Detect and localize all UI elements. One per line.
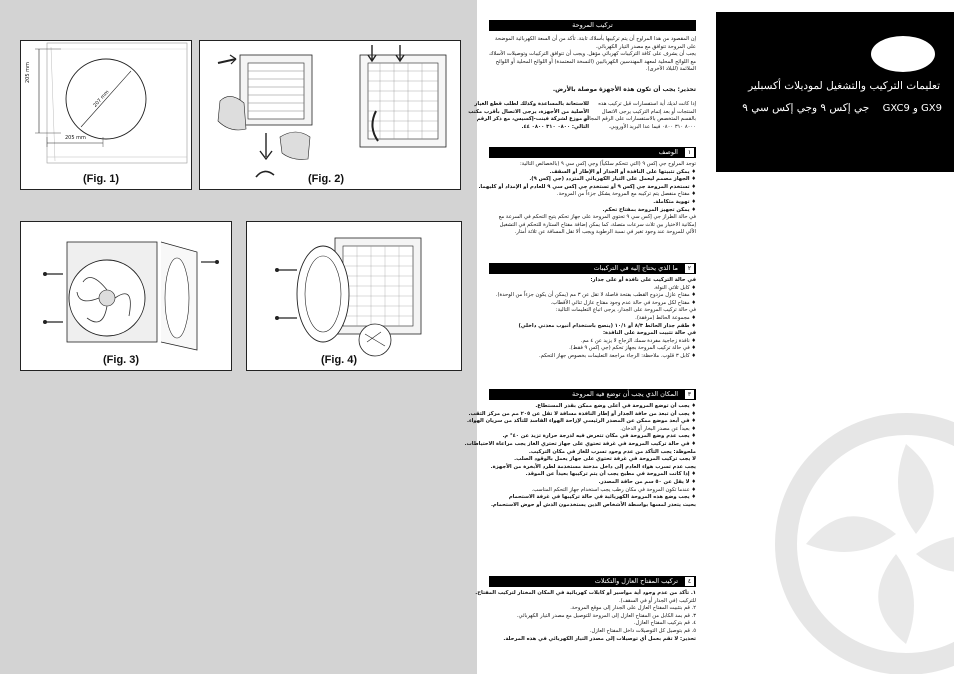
body-line: ♦ يجب عدم وضع المروحة في مكان تتعرض فيه لدرجة حرارة تزيد عن ٤٠° م.: [502, 433, 696, 440]
body-line: ♦ يمكن تثبيتها على النافذة أو الجدار أو الإطار أو السقف.: [549, 168, 696, 175]
figure-1-drawing: [21, 41, 193, 191]
cover-models: GX9 و GXC9: [882, 103, 942, 114]
body-line: ♦ في حالة تركيب المروحة في غرفة تحتوي على جهاز تحتري الغاز يجب مراعاة الاحتياطات.: [464, 440, 696, 447]
intro-text: [489, 36, 696, 74]
cover-column: [716, 0, 954, 674]
body-line: في حالة تركيب المروحة على الجدار، يرجى اتباع التعليمات التالية:: [555, 307, 696, 314]
body-line: ♦ مفتاح لكل مروحة في حالة عدم وجود مفتاح عازل ثنائي الأقطاب.: [550, 299, 696, 306]
body-line: ٢. قم بتثبيت المفتاح العازل على الجدار إلى موقع المروحة.: [570, 605, 696, 612]
fan-installation-heading-text: تركيب المروحة: [572, 21, 613, 29]
body-line: يجب عدم تسرب هواء العادم إلى داخل مدخنة مستخدمة لطرد الأبخرة من الأجهزة.: [490, 463, 696, 470]
section-number: ٤: [685, 577, 694, 586]
section-2-body: [489, 277, 696, 361]
cover-title-line-1: تعليمات التركيب والتشغيل لموديلات أكسبلير: [748, 80, 940, 92]
body-line: في حالة تثبيت المروحة على النافذة:: [602, 330, 696, 337]
body-line: ملحوظة: يجب التأكد من عدم وجود تسرب للغاز في مكان التركيب.: [528, 448, 696, 455]
figure-3-label: (Fig. 3): [103, 354, 140, 366]
body-line: ♦ الجهاز مصمم ليعمل على التيار الكهربائي المتردد (جي إكس ٩).: [529, 176, 696, 183]
figure-3-drawing: [21, 222, 233, 372]
body-line: للتركيب (في الجدار أو في السقف).: [618, 597, 696, 604]
language-oval: [871, 36, 935, 72]
cover-title-band: [716, 12, 954, 172]
section-number: ٣: [685, 390, 694, 399]
body-line: ♦ مفتاح عازل مزدوج القطب بفتحة فاصلة لا تقل عن ٣ مم (يمكن أن يكون جزءاً من الوحدة).: [495, 292, 696, 299]
contact-line: للاستعانة بالمساعدة وكذلك لطلب قطع الغيار: [474, 101, 589, 107]
contact-line: المنتجات أو بعد إتمام التركيب يرجى الاتصال: [601, 108, 696, 115]
body-line: لا يجب تركيب المروحة في غرفة تحتوي على جهاز يعمل بالوقود الصلب.: [514, 456, 696, 463]
body-line: ٣. قم بمد الكابل من المفتاح العازل إلى المروحة للتوصيل مع مصدر التيار الكهربائي.: [516, 612, 696, 619]
section-2-heading: [489, 263, 696, 274]
body-line: ♦ بعيداً عن مصدر البخار أو الدخان.: [620, 425, 696, 432]
intro-line: إن المقصود من هذا المراوح أن يتم تركيبها بأسلاك ثابتة. تأكد من أن السعة الكهربائية الموضحة: [494, 36, 696, 42]
body-line: ♦ في حالة تركيب المروحة بجهاز تحكم (جي إكس ٩ فقط).: [569, 345, 696, 352]
cover-title-line-2: [742, 102, 942, 114]
figure-4-label: (Fig. 4): [321, 354, 358, 366]
body-line: إمكانية الاختيار بين ثلاث سرعات متصلة، كما يمكن إضافة مفتاح الستارة للتحكم في التشغيل: [499, 221, 696, 228]
body-line: في حالة التركيب على نافذة أو على جدار:: [590, 277, 696, 283]
figure-2: [199, 40, 461, 190]
earthing-warning: تحذير: يجب أن تكون هذه الأجهزة موصلة بالأرض.: [552, 86, 696, 93]
body-line: ♦ لا يقل عن ٥٠ سم من حافة المصدر.: [598, 478, 696, 485]
section-1-heading: [489, 147, 696, 158]
contact-line: الأصلية من الأجهزة، يرجى الاتصال بأقرب مكتب: [468, 108, 589, 115]
section-4-body: [475, 590, 696, 643]
body-line: ♦ يجب أن تبعد من حافة الجدار أو إطار النافذة مسافة لا تقل عن ٢٠٥ مم من مركز الثقب.: [468, 410, 696, 417]
section-number: ١: [685, 148, 694, 157]
body-line: ♦ كابل ٣ قلوب. ملاحظة: الرجاء مراجعة التعليمات بخصوص جهاز التحكم.: [539, 352, 696, 359]
fan-installation-heading: [489, 20, 696, 31]
body-line: ♦ عندما تكون المروحة في مكان رطب يجب استخدام جهاز التحكم المناسب.: [531, 486, 696, 493]
section-title: تركيب المفتاح العازل والتكتلات: [594, 577, 678, 585]
section-title: المكان الذي يجب أن توضع فيه المروحة: [571, 390, 678, 398]
intro-line: مع اللوائح المحلية لمعهد المهندسين الكهربائيين (النسخة المعتمدة) أو اللوائح المحلية أو اللوائح: [495, 58, 696, 65]
figure-1-label: (Fig. 1): [83, 173, 120, 185]
instruction-column: [464, 0, 707, 674]
body-line: ♦ يجب أن توضع المروحة في أعلى وضع ممكن بقدر المستطاع.: [535, 403, 696, 409]
body-line: ♦ يجب وضع هذه المروحة الكهربائية في حالة تركيبها في غرفة الاستحمام: [508, 494, 696, 501]
section-3-body: [464, 403, 696, 509]
body-line: تحذير: لا تقم بعمل أي توصيلات إلى مصدر التيار الكهربائي في هذه المرحلة.: [503, 635, 696, 642]
figure-2-label: (Fig. 2): [308, 173, 345, 185]
contact-line: التالي: ٠٨٠٠ ٣١٠ ٠٨٠٠ ٤٤.: [521, 123, 589, 130]
figure-1-height-dimension: 205 mm: [25, 62, 31, 83]
body-line: ١. تأكد من عدم وجود أية مواسير أو كابلات كهربائية في المكان المختار لتركيب المفتاح.: [475, 590, 696, 596]
section-3-heading: [489, 389, 696, 400]
section-1-body: [478, 161, 696, 237]
body-line: ٤. قم بتركيب المفتاح العازل.: [633, 620, 696, 627]
figure-4: [246, 221, 462, 371]
body-line: ♦ يمكن تجهيز المروحة بمفتاح تحكم.: [602, 206, 696, 213]
figure-4-drawing: [247, 222, 463, 372]
body-line: ♦ تهوية متكاملة.: [653, 198, 696, 205]
body-line: ♦ كابل ثلاثي النواة.: [653, 284, 696, 291]
body-line: ♦ مجموعة الحائط (مرفقة).: [635, 314, 696, 321]
body-line: توجد المراوح جي إكس ٩ (التي تتحكم سلكياً) وجي إكس سي ٩ (بالخصائص التالية:: [520, 161, 696, 167]
cover-title-arabic: جي إكس ٩ وجي إكس سي ٩: [742, 102, 870, 114]
brand-swirl-logo: [716, 374, 954, 674]
intro-line: على المروحة تتوافق مع مصدر التيار الكهربائي.: [595, 43, 696, 50]
body-line: ♦ إذا كانت المروحة في مطبخ يجب أن يتم تركيبها بعيداً عن الموقد.: [525, 471, 696, 478]
section-title: ما الذي يحتاج إليه في التركيبات: [593, 264, 678, 272]
contact-line: إذا كانت لديك أية استفسارات قبل تركيب هذه: [598, 101, 696, 107]
body-line: ٥. قم بتوصيل كل التوصيلات داخل المفتاح العازل.: [589, 627, 696, 634]
section-title: الوصف: [658, 148, 678, 156]
figure-1-width-dimension: 205 mm: [65, 135, 86, 141]
figure-3: [20, 221, 232, 371]
figure-1: [20, 40, 192, 190]
contact-line: ٨٠٠٠ ٣١٠ ٠٨٠٠ فيما عدا البريد الأوروبي.: [608, 123, 696, 130]
contact-info-left: [468, 101, 589, 131]
section-number: ٢: [685, 264, 694, 273]
intro-line: يجب أن يشرف على كافة التركيبات كهربائي مؤهل. ويجب أن تتوافق التركيبات وتوصيلات الأسلاك: [489, 51, 696, 58]
contact-line: أو موزع لشركة فينت-إكسيس، مع ذكر الرقم: [476, 116, 589, 123]
body-line: بحيث يتعذر لمسها بواسطة الأشخاص الذين يستخدمون الدش أو حوض الاستحمام.: [490, 501, 696, 508]
intro-line: الملائمة (للبلاد الأخرى).: [645, 66, 696, 73]
body-line: ♦ تستخدم المروحة جي إكس ٩ أو تستخدم جي إكس سي ٩ للعادم أو الإمداد أو كليهما.: [478, 183, 696, 190]
body-line: ♦ نافذة زجاجية مفردة سمك الزجاج لا يزيد عن ٤ مم.: [580, 337, 696, 344]
body-line: ♦ مفتاح منفصل يتم تركيبه مع المروحة يشكل جزءاً من المروحة.: [556, 191, 696, 198]
body-line: الآلي للمروحة عند وجود تغير في نسبة الرطوبة ويجب ألا تقل المسافة عن ثلاثة أمتار.: [514, 229, 696, 236]
contact-info-right: [583, 101, 696, 131]
body-line: ♦ في أبعد موضع ممكن عن المصدر الرئيسي لإزاحة الهواء الفاسد للتأكد من سريان الهواء.: [466, 418, 696, 425]
section-4-heading: [489, 576, 696, 587]
figure-2-drawing: [200, 41, 462, 191]
contact-line: بالقسم المتخصص بالاستفسارات على الرقم المجاني: [583, 116, 696, 123]
body-line: ♦ طقم جدار الحائط ٨/٣ أو ١٠/١ (ينصح باستخدام أنبوب معدني داخلي): [518, 322, 696, 329]
figure-1-diameter-dimension: 207 mm: [92, 89, 111, 109]
body-line: في حالة الطراز جي إكس سي ٩ تحتوي المروحة على جهاز تحكم يتيح التحكم في السرعة مع: [498, 214, 696, 221]
